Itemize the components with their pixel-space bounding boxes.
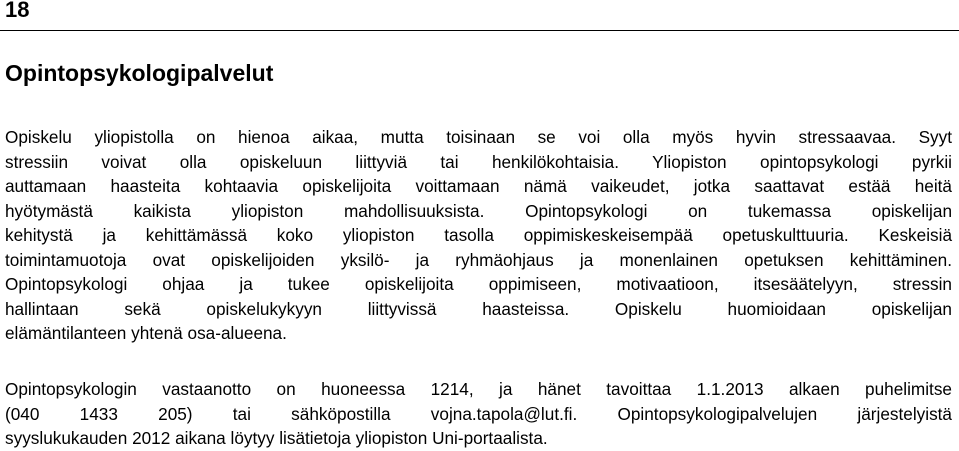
paragraph-line: Opintopsykologin vastaanotto on huoneessa 1214, ja hänet tavoittaa 1.1.2013 alkaen puhelimitse	[5, 379, 952, 399]
body-paragraph-contact	[5, 377, 952, 451]
body-paragraph-intro	[5, 125, 952, 346]
header-rule	[0, 30, 959, 31]
paragraph-line: hallintaan sekä opiskelukykyyn liittyvissä haasteissa. Opiskelu huomioidaan opiskelijan	[5, 298, 952, 319]
paragraph-line: syyslukukauden 2012 aikana löytyy lisätietoja yliopiston Uni-portaalista.	[5, 428, 548, 448]
paragraph-line: (040 1433 205) tai sähköpostilla vojna.tapola@lut.fi. Opintopsykologipalvelujen järjestelyistä	[5, 403, 952, 424]
paragraph-line: Opiskelu yliopistolla on hienoa aikaa, mutta toisinaan se voi olla myös hyvin stressaavaa. Syyt	[5, 127, 952, 147]
paragraph-line: toimintamuotoja ovat opiskelijoiden yksilö- ja ryhmäohjaus ja monenlainen opetuksen kehittäminen.	[5, 249, 952, 270]
paragraph-line: stressiin voivat olla opiskeluun liittyviä tai henkilökohtaisia. Yliopiston opintopsykologi pyrkii	[5, 151, 952, 172]
paragraph-line: hyötymästä kaikista yliopiston mahdollisuuksista. Opintopsykologi on tukemassa opiskelijan	[5, 200, 952, 221]
paragraph-line: auttamaan haasteita kohtaavia opiskelijoita voittamaan nämä vaikeudet, jotka saattavat estää heitä	[5, 176, 952, 196]
paragraph-line: Opintopsykologi ohjaa ja tukee opiskelijoita oppimiseen, motivaatioon, itsesäätelyyn, stressin	[5, 274, 952, 294]
section-heading: Opintopsykologipalvelut	[5, 60, 274, 86]
page-number: 18	[5, 0, 30, 22]
paragraph-line: kehitystä ja kehittämässä koko yliopiston tasolla oppimiskeskeisempää opetuskulttuuria. Keskeisiä	[5, 225, 952, 245]
paragraph-line: elämäntilanteen yhtenä osa-alueena.	[5, 323, 287, 343]
